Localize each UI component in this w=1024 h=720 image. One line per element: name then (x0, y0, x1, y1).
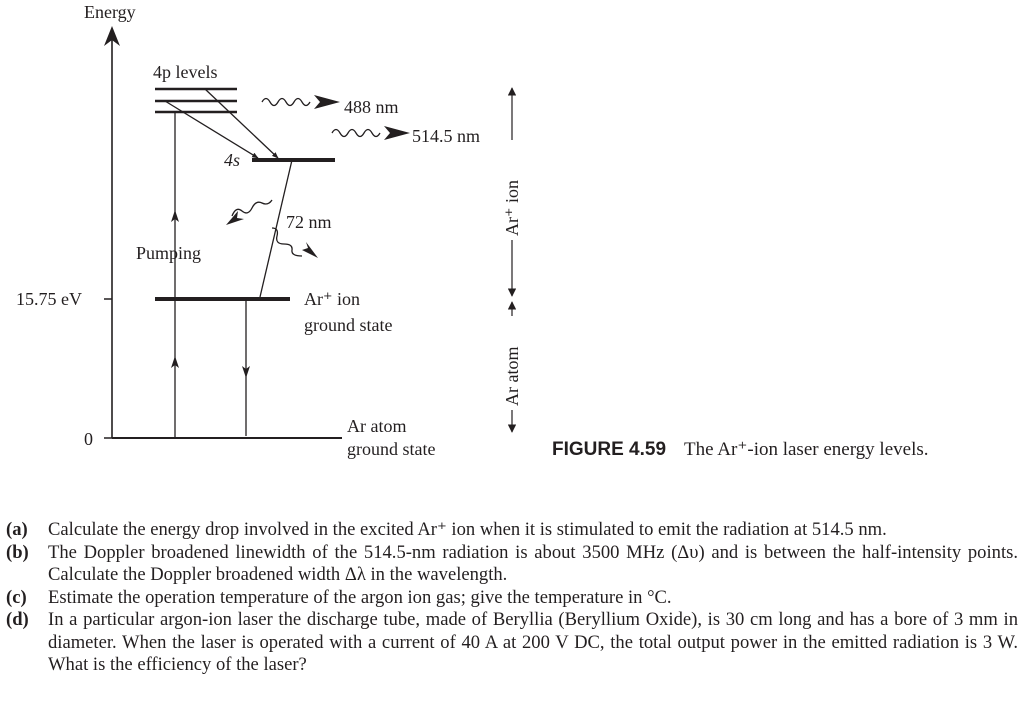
ar-atom-ground-label-2: ground state (347, 439, 436, 459)
problem-tag: (d) (6, 609, 29, 630)
energy-axis-label: Energy (84, 2, 136, 22)
emission-72-label: 72 nm (286, 212, 332, 232)
photon-514-arrowhead (384, 126, 410, 140)
figure-caption (552, 438, 929, 461)
problem-text: Estimate the operation temperature of the argon ion gas; give the temperature in °C. (48, 586, 672, 608)
photon-488-arrowhead (314, 95, 340, 109)
level-4p-label: 4p levels (153, 62, 218, 82)
photon-488-wave (262, 99, 310, 106)
pumping-label: Pumping (136, 243, 202, 263)
problem-tag: (c) (6, 586, 27, 608)
ar-ion-ground-label-1: Ar⁺ ion (304, 289, 360, 309)
photon-72-left-arrowhead (226, 211, 244, 225)
problem-text: Calculate the energy drop involved in the excited Ar⁺ ion when it is stimulated to emit the radiation at 514.5 nm. (48, 519, 887, 540)
photon-72-left (232, 200, 272, 216)
photon-72-right (272, 228, 302, 256)
problem-b (6, 542, 1018, 587)
level-4s-label: 4s (224, 150, 241, 170)
ar-atom-bracket-label: Ar atom (502, 346, 522, 406)
problem-list (6, 519, 1018, 677)
figure-caption-text: The Ar⁺-ion laser energy levels. (684, 439, 929, 460)
ion-ground-energy-label: 15.75 eV (16, 289, 82, 309)
emission-488-label: 488 nm (344, 97, 399, 117)
problem-tag: (b) (6, 541, 29, 563)
problem-text: The Doppler broadened linewidth of the 514.5-nm radiation is about 3500 MHz (Δυ) and is between the half-intensity points. Calculate the Doppler broadened width Δλ in the wavelength. (48, 541, 1018, 585)
photon-514-wave (332, 130, 380, 137)
problem-a (6, 519, 1018, 542)
problem-d (6, 609, 1018, 677)
emission-514-label: 514.5 nm (412, 126, 481, 146)
figure-label: FIGURE 4.59 (552, 439, 667, 460)
ar-ion-ground-label-2: ground state (304, 315, 393, 335)
problem-c (6, 587, 1018, 610)
problem-tag: (a) (6, 519, 28, 540)
problem-text: In a particular argon-ion laser the discharge tube, made of Beryllia (Beryllium Oxide), is 30 cm long and has a bore of 3 mm in diameter. When the laser is operated with a current of 40 A at 200 V DC, the total output power in the emitted radiation is 3 W. What is the efficiency of the laser? (48, 609, 1018, 675)
zero-energy-label: 0 (84, 429, 93, 449)
ar-ion-bracket-label: Ar⁺ ion (502, 180, 522, 236)
ar-atom-ground-label-1: Ar atom (347, 416, 407, 436)
transition-514 (165, 101, 258, 158)
photon-72-right-arrowhead (302, 242, 318, 258)
